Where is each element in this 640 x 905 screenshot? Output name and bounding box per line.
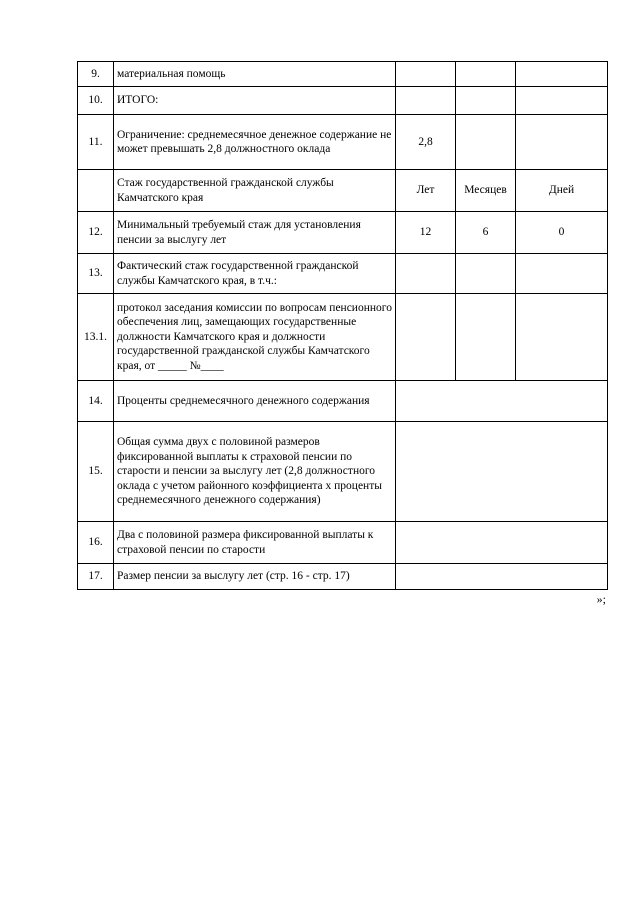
days-header: Дней (516, 170, 608, 212)
value-cell (396, 87, 456, 115)
value-cell (396, 522, 608, 564)
row-label: Общая сумма двух с половиной размеров фиксированной выплаты к страховой пенсии по старости и пенсии за выслугу лет (2,8 должностного оклада с учетом районного коэффициента х проценты среднемесячного денежного содержания) (114, 422, 396, 522)
row-number: 15. (78, 422, 114, 522)
row-number: 11. (78, 115, 114, 170)
value-cell (396, 381, 608, 422)
row-label: Размер пенсии за выслугу лет (стр. 16 - стр. 17) (114, 564, 396, 590)
months-header: Месяцев (456, 170, 516, 212)
row-number: 13. (78, 254, 114, 294)
row-number: 14. (78, 381, 114, 422)
row-number: 13.1. (78, 294, 114, 381)
table-row (78, 422, 608, 522)
row-label: Стаж государственной гражданской службы Камчатского края (114, 170, 396, 212)
value-cell (456, 115, 516, 170)
closing-quote-mark: »; (596, 592, 606, 606)
row-label: Минимальный требуемый стаж для установления пенсии за выслугу лет (114, 212, 396, 254)
value-cell (516, 294, 608, 381)
value-cell (396, 564, 608, 590)
row-number: 16. (78, 522, 114, 564)
row-number: 17. (78, 564, 114, 590)
row-label: протокол заседания комиссии по вопросам пенсионного обеспечения лиц, замещающих государственные должности Камчатского края и должности государственной гражданской службы Камчатского края, от _____ №____ (114, 294, 396, 381)
value-cell (516, 87, 608, 115)
table-row (78, 254, 608, 294)
value-cell (456, 254, 516, 294)
row-label: Два с половиной размера фиксированной выплаты к страховой пенсии по старости (114, 522, 396, 564)
value-cell (516, 115, 608, 170)
value-cell (456, 62, 516, 87)
table-row (78, 212, 608, 254)
value-cell (456, 87, 516, 115)
months-value: 6 (456, 212, 516, 254)
row-number: 10. (78, 87, 114, 115)
value-cell (456, 294, 516, 381)
table-row (78, 170, 608, 212)
table-row (78, 381, 608, 422)
years-value: 12 (396, 212, 456, 254)
table-row (78, 564, 608, 590)
value-cell (396, 422, 608, 522)
years-header: Лет (396, 170, 456, 212)
row-label: Ограничение: среднемесячное денежное содержание не может превышать 2,8 должностного оклада (114, 115, 396, 170)
row-label: материальная помощь (114, 62, 396, 87)
value-cell (516, 62, 608, 87)
value-cell (396, 254, 456, 294)
table-row (78, 87, 608, 115)
row-number: 9. (78, 62, 114, 87)
days-value: 0 (516, 212, 608, 254)
pension-calculation-table (77, 61, 608, 590)
table-row (78, 62, 608, 87)
value-cell (396, 62, 456, 87)
table-row (78, 115, 608, 170)
row-label: Фактический стаж государственной гражданской службы Камчатского края, в т.ч.: (114, 254, 396, 294)
row-label: ИТОГО: (114, 87, 396, 115)
value-cell (396, 294, 456, 381)
row-number (78, 170, 114, 212)
row-label: Проценты среднемесячного денежного содержания (114, 381, 396, 422)
row-number: 12. (78, 212, 114, 254)
table-row (78, 294, 608, 381)
limit-coefficient-value: 2,8 (396, 115, 456, 170)
value-cell (516, 254, 608, 294)
table-row (78, 522, 608, 564)
